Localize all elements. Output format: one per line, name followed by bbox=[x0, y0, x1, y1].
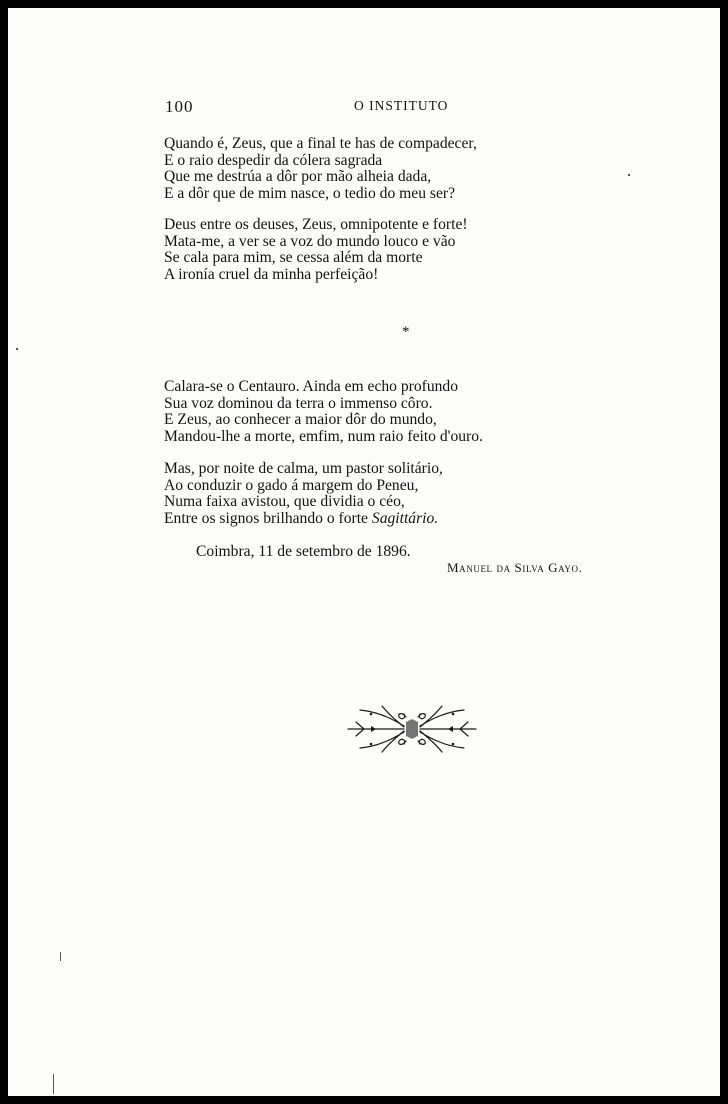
stanza-4 bbox=[164, 461, 443, 527]
paper-speck bbox=[60, 952, 61, 961]
verse-line: Mata-me, a ver se a voz do mundo louco e vão bbox=[164, 232, 456, 250]
verse-line: Quando é, Zeus, que a final te has de compadecer, bbox=[164, 135, 477, 152]
verse-line: Deus entre os deuses, Zeus, omnipotente e forte! bbox=[164, 216, 468, 233]
verse-line: Mandou-lhe a morte, emfim, num raio feito d'ouro. bbox=[164, 427, 483, 445]
verse-line: Numa faixa avistou, que dividia o céo, bbox=[164, 493, 405, 511]
paper-speck bbox=[16, 348, 18, 350]
verse-line-prefix: Entre os signos brilhando o forte bbox=[164, 509, 372, 527]
italic-word-sagittario: Sagittário. bbox=[371, 509, 439, 527]
verse-line: Sua voz dominou da terra o immenso côro. bbox=[164, 394, 433, 412]
paper-speck bbox=[628, 174, 630, 176]
verse-line: Ao conduzir o gado á margem do Peneu, bbox=[164, 476, 419, 494]
verse-line: Mas, por noite de calma, um pastor solitário, bbox=[164, 460, 443, 477]
verse-line: Calara-se o Centauro. Ainda em echo profundo bbox=[164, 378, 459, 395]
verse-line: A ironía cruel da minha perfeição! bbox=[164, 265, 379, 283]
book-page bbox=[8, 8, 720, 1096]
verse-line: E o raio despedir da cólera sagrada bbox=[164, 151, 383, 169]
stanza-1 bbox=[164, 136, 477, 202]
author-signature: Manuel da Silva Gayo. bbox=[447, 560, 583, 575]
verse-line: Se cala para mim, se cessa além da morte bbox=[164, 249, 423, 267]
fleuron-ornament-icon bbox=[346, 702, 478, 756]
stanza-3 bbox=[164, 379, 483, 445]
verse-line: E a dôr que de mim nasce, o tedio do meu ser? bbox=[164, 184, 455, 202]
page-number: 100 bbox=[165, 97, 194, 116]
verse-line: E Zeus, ao conhecer a maior dôr do mundo, bbox=[164, 411, 437, 429]
verse-line: Que me destrúa a dôr por mão alheia dada, bbox=[164, 168, 432, 186]
running-title: O INSTITUTO bbox=[354, 98, 449, 113]
verse-line-last bbox=[164, 511, 443, 528]
section-separator-asterisk: * bbox=[402, 324, 410, 340]
stanza-2 bbox=[164, 217, 468, 283]
paper-speck bbox=[53, 1074, 54, 1094]
dateline: Coimbra, 11 de setembro de 1896. bbox=[196, 543, 411, 560]
